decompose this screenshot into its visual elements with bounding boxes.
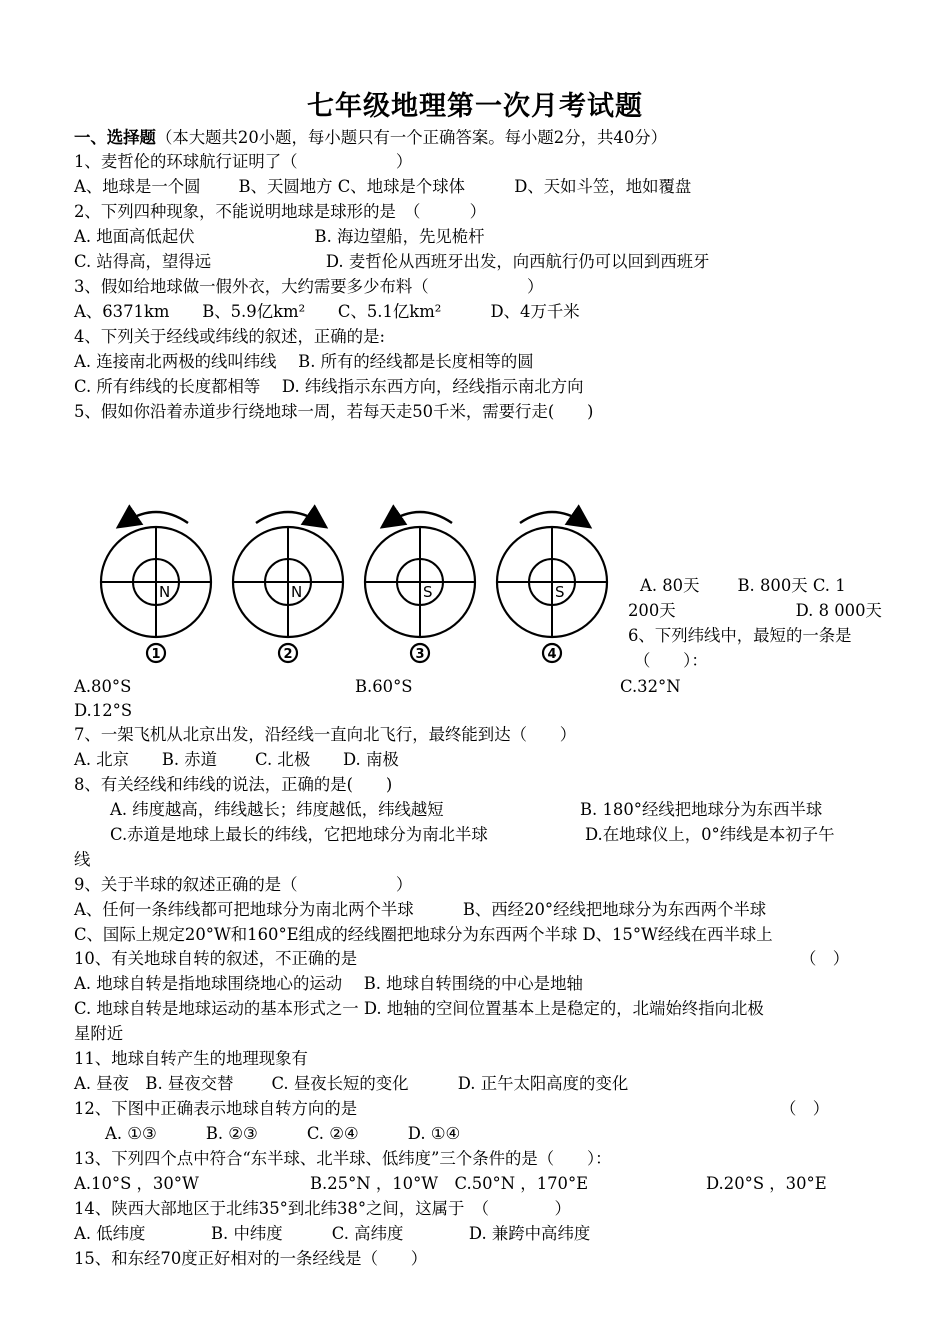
section-heading: 一、选择题 (74, 128, 156, 147)
q12-bracket: （ ） (780, 1099, 830, 1118)
page-title: 七年级地理第一次月考试题 (307, 91, 643, 122)
q6-stem: 6、下列纬线中，最短的一条是 (628, 626, 852, 645)
q8-option-b: B. 180°经线把地球分为东西半球 (580, 800, 823, 819)
globe-pole-label: S (555, 583, 565, 601)
q10-options-cd: C. 地球自转是地球运动的基本形式之一 D. 地轴的空间位置基本上是稳定的，北端始终指向北极 (74, 999, 764, 1018)
q10-options-ab: A. 地球自转是指地球围绕地心的运动 B. 地球自转围绕的中心是地轴 (74, 974, 583, 993)
section-note: （本大题共20小题，每小题只有一个正确答案。每小题2分，共40分） (155, 128, 668, 147)
q6-option-d: D.12°S (74, 701, 133, 720)
q5-options-line1: A. 80天 B. 800天 C. 1 (640, 576, 846, 595)
q9-options-ab: A、任何一条纬线都可把地球分为南北两个半球 B、西经20°经线把地球分为东西两个半球 (74, 900, 767, 919)
q13-option-d: D.20°S ，30°E (706, 1174, 827, 1193)
globe-number: 1 (151, 647, 161, 662)
rotation-arrow-icon (124, 512, 188, 523)
q2-stem: 2、下列四种现象，不能说明地球是球形的是 （ ） (74, 202, 486, 221)
globe-number: 3 (415, 647, 425, 662)
q6-option-b: B.60°S (355, 677, 413, 696)
q2-options-cd: C. 站得高，望得远 D. 麦哲伦从西班牙出发，向西航行仍可以回到西班牙 (74, 252, 710, 271)
q8-option-a: A. 纬度越高，纬线越长；纬度越低，纬线越短 (110, 800, 444, 819)
section-heading-line (74, 127, 667, 149)
q10-stem: 10、有关地球自转的叙述，不正确的是 (74, 949, 358, 968)
q2-options-ab: A. 地面高低起伏 B. 海边望船，先见桅杆 (74, 227, 485, 246)
q4-stem: 4、下列关于经线或纬线的叙述，正确的是: (74, 327, 385, 346)
q4-options-ab: A. 连接南北两极的线叫纬线 B. 所有的经线都是长度相等的圆 (74, 352, 534, 371)
q12-stem: 12、下图中正确表示地球自转方向的是 (74, 1099, 358, 1118)
q1-options: A、地球是一个圆 B、天圆地方 C、地球是个球体 D、天如斗笠，地如覆盘 (74, 177, 692, 196)
q13-option-a: A.10°S ，30°W (74, 1174, 199, 1193)
q13-stem: 13、下列四个点中符合“东半球、北半球、低纬度”三个条件的是（ ）： (74, 1149, 612, 1168)
q14-options: A. 低纬度 B. 中纬度 C. 高纬度 D. 兼跨中高纬度 (74, 1224, 591, 1243)
globe-1 (101, 512, 211, 662)
q7-options: A. 北京 B. 赤道 C. 北极 D. 南极 (74, 750, 399, 769)
q12-options: A. ①③ B. ②③ C. ②④ D. ①④ (105, 1124, 461, 1143)
q3-options: A、6371km B、5.9亿km² C、5.1亿km² D、4万千米 (74, 302, 580, 321)
q15-stem: 15、和东经70度正好相对的一条经线是（ ） (74, 1249, 428, 1268)
q11-stem: 11、地球自转产生的地理现象有 (74, 1049, 308, 1068)
q13-option-bc: B.25°N ，10°W C.50°N ，170°E (310, 1174, 589, 1193)
q7-stem: 7、一架飞机从北京出发，沿经线一直向北飞行，最终能到达（ ） (74, 725, 577, 744)
globe-pole-label: N (291, 583, 303, 601)
q6-option-a: A.80°S (74, 677, 132, 696)
q6-bracket: （ ）： (634, 651, 708, 670)
rotation-arrow-icon (256, 512, 320, 523)
q9-options-cd: C、国际上规定20°W和160°E组成的经线圈把地球分为东西两个半球 D、15°W经线在西半球上 (74, 925, 773, 944)
q10-options-cont: 星附近 (74, 1024, 124, 1043)
q10-bracket: （ ） (800, 949, 850, 968)
q8-stem: 8、有关经线和纬线的说法，正确的是( ) (74, 775, 393, 794)
q6-option-c: C.32°N (620, 677, 681, 696)
globe-pole-label: N (159, 583, 171, 601)
globe-2 (233, 512, 343, 662)
q5-options-line2: 200天 D. 8 000天 (628, 601, 882, 620)
globe-figure (96, 500, 626, 675)
q4-options-cd: C. 所有纬线的长度都相等 D. 纬线指示东西方向，经线指示南北方向 (74, 377, 584, 396)
q8-option-c: C.赤道是地球上最长的纬线，它把地球分为南北半球 (110, 825, 488, 844)
globe-pole-label: S (423, 583, 433, 601)
q9-stem: 9、关于半球的叙述正确的是（ ） (74, 875, 413, 894)
rotation-arrow-icon (520, 512, 584, 523)
q1-stem: 1、麦哲伦的环球航行证明了（ ） (74, 152, 413, 171)
q8-option-d-cont: 线 (74, 850, 91, 869)
globe-4 (497, 512, 607, 662)
q11-options: A. 昼夜 B. 昼夜交替 C. 昼夜长短的变化 D. 正午太阳高度的变化 (74, 1074, 629, 1093)
globe-number: 2 (283, 647, 293, 662)
globe-number: 4 (547, 647, 557, 662)
globe-3 (365, 512, 475, 662)
q5-stem: 5、假如你沿着赤道步行绕地球一周，若每天走50千米，需要行走( ) (74, 402, 594, 421)
q3-stem: 3、假如给地球做一假外衣，大约需要多少布料（ ） (74, 277, 544, 296)
q8-option-d: D.在地球仪上，0°纬线是本初子午 (585, 825, 835, 844)
rotation-arrow-icon (388, 512, 452, 523)
q14-stem: 14、陕西大部地区于北纬35°到北纬38°之间，这属于 （ ） (74, 1199, 571, 1218)
